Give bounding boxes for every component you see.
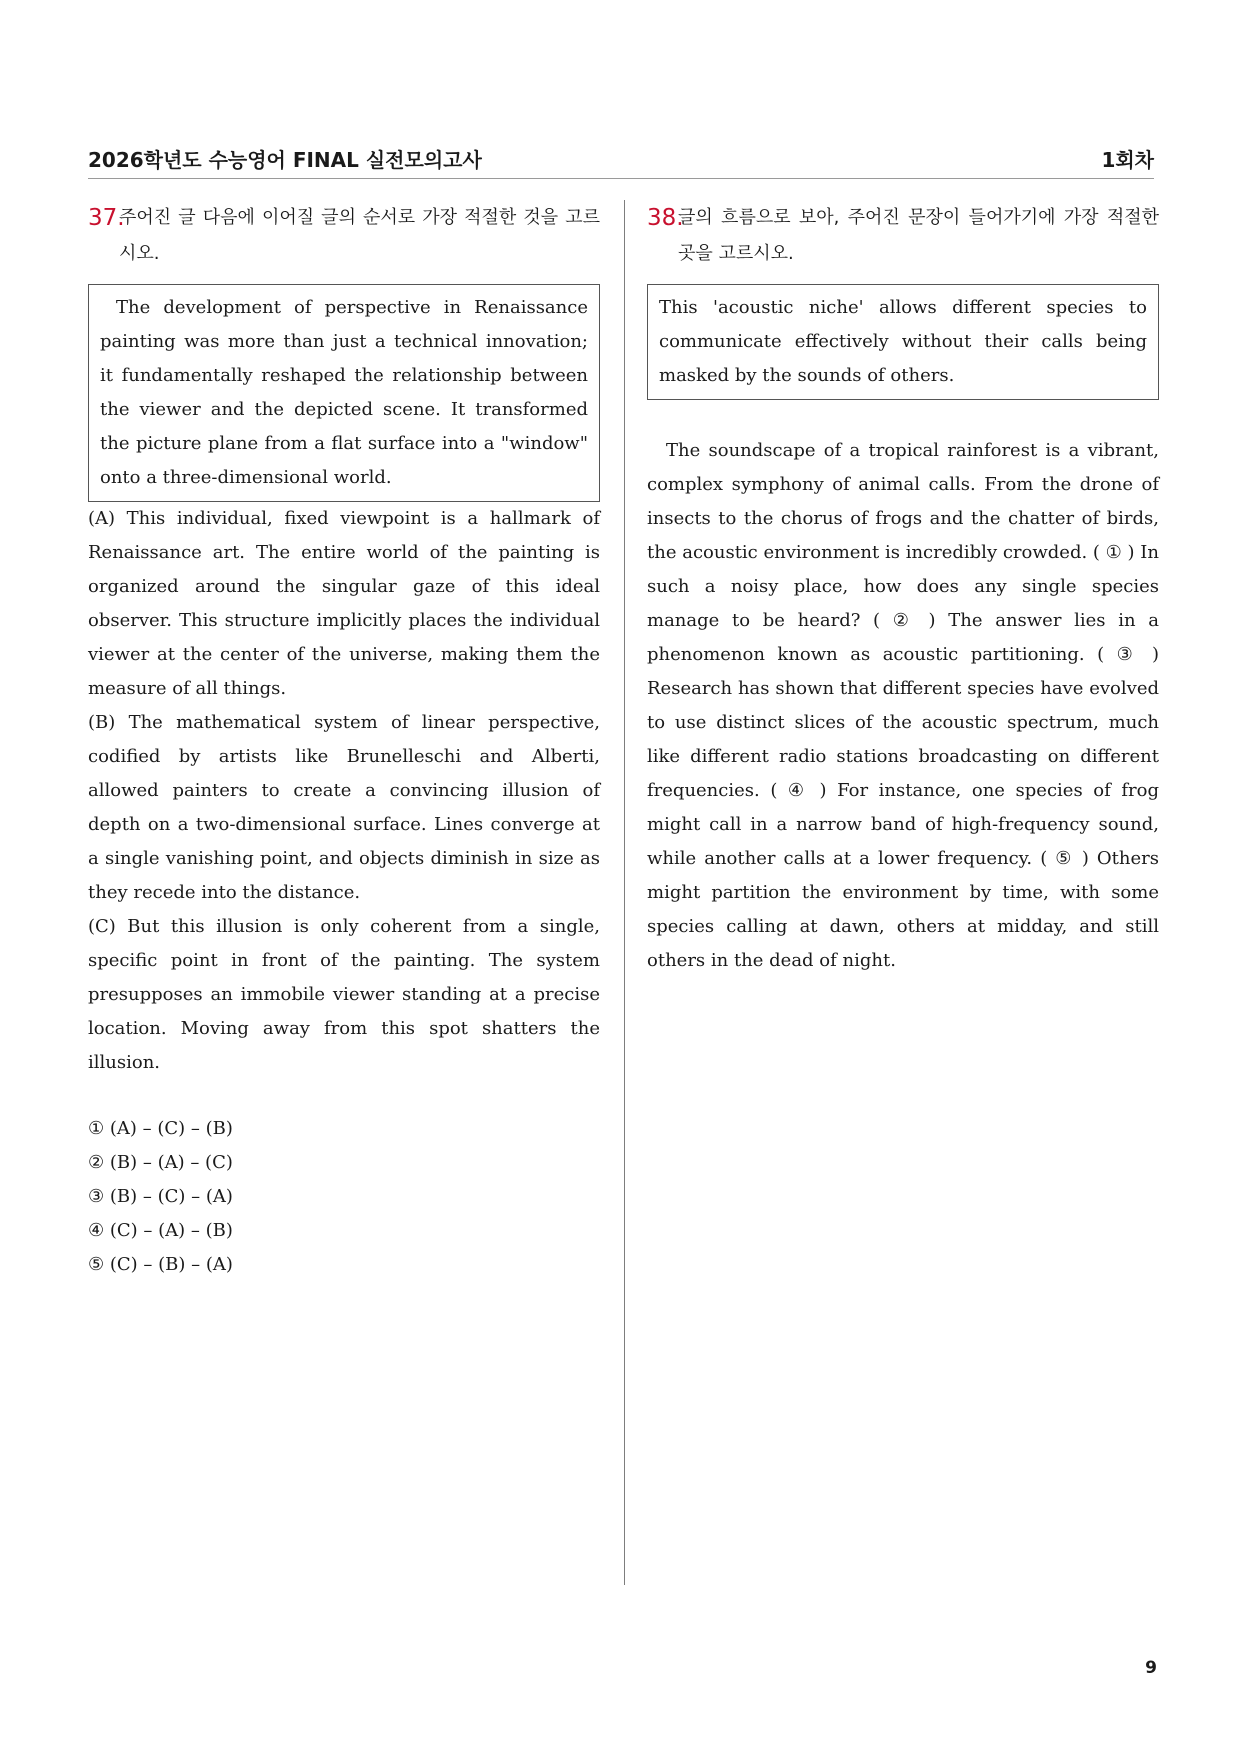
paragraph-b: (B) The mathematical system of linear perspective, codified by artists like Brunelleschi and Alberti, allowed painters to create a convincing illusion of depth on a two-dimensional surface. Lines converge at a single vanishing point, and objects diminish in size as they recede into the distance. bbox=[88, 712, 600, 903]
paragraph-a: (A) This individual, fixed viewpoint is a hallmark of Renaissance art. The entire world of the painting is organized around the singular gaze of this ideal observer. This structure implicitly places the individual viewer at the center of the universe, making them the measure of all things. bbox=[88, 508, 600, 699]
answer-choices bbox=[88, 1112, 600, 1282]
choice-4[interactable]: ④ (C) – (A) – (B) bbox=[88, 1220, 233, 1241]
choice-3[interactable]: ③ (B) – (C) – (A) bbox=[88, 1186, 233, 1207]
page-header bbox=[88, 140, 1154, 179]
exam-round: 1회차 bbox=[1101, 148, 1154, 172]
question-37-given-box: The development of perspective in Renaissance painting was more than just a technical innovation; it fundamentally reshaped the relationship between the viewer and the depicted scene. It transformed the picture plane from a flat surface into a "window" onto a three-dimensional world. bbox=[88, 284, 600, 502]
question-38-given-box: This 'acoustic niche' allows different species to communicate effectively without their calls being masked by the sounds of others. bbox=[647, 284, 1159, 400]
page-number: 9 bbox=[1145, 1658, 1157, 1678]
column-divider bbox=[624, 200, 625, 1585]
exam-title: 2026학년도 수능영어 FINAL 실전모의고사 bbox=[88, 148, 482, 172]
paragraph-c: (C) But this illusion is only coherent from a single, specific point in front of the painting. The system presupposes an immobile viewer standing at a precise location. Moving away from this spot shatters the illusion. bbox=[88, 916, 600, 1073]
question-37-number: 37. bbox=[88, 205, 125, 231]
question-37-prompt: 주어진 글 다음에 이어질 글의 순서로 가장 적절한 것을 고르시오. bbox=[119, 207, 600, 264]
choice-2[interactable]: ② (B) – (A) – (C) bbox=[88, 1152, 233, 1173]
question-37 bbox=[88, 200, 600, 1282]
choice-1[interactable]: ① (A) – (C) – (B) bbox=[88, 1118, 233, 1139]
question-38-header bbox=[647, 200, 1159, 272]
question-37-header bbox=[88, 200, 600, 272]
question-38-number: 38. bbox=[647, 205, 684, 231]
question-38 bbox=[647, 200, 1159, 978]
choice-5[interactable]: ⑤ (C) – (B) – (A) bbox=[88, 1254, 233, 1275]
question-38-prompt: 글의 흐름으로 보아, 주어진 문장이 들어가기에 가장 적절한 곳을 고르시오. bbox=[678, 207, 1159, 264]
question-38-passage: The soundscape of a tropical rainforest is a vibrant, complex symphony of animal calls. From the drone of insects to the chorus of frogs and the chatter of birds, the acoustic environment is incredibly crowded. ( ① ) In such a noisy place, how does any single species manage to be heard? ( ② ) The answer lies in a phenomenon known as acoustic partitioning. ( ③ ) Research has shown that different species have evolved to use distinct slices of the acoustic spectrum, much like different radio stations broadcasting on different frequencies. ( ④ ) For instance, one species of frog might call in a narrow band of high-frequency sound, while another calls at a lower frequency. ( ⑤ ) Others might partition the environment by time, with some species calling at dawn, others at midday, and still others in the dead of night. bbox=[647, 440, 1159, 971]
